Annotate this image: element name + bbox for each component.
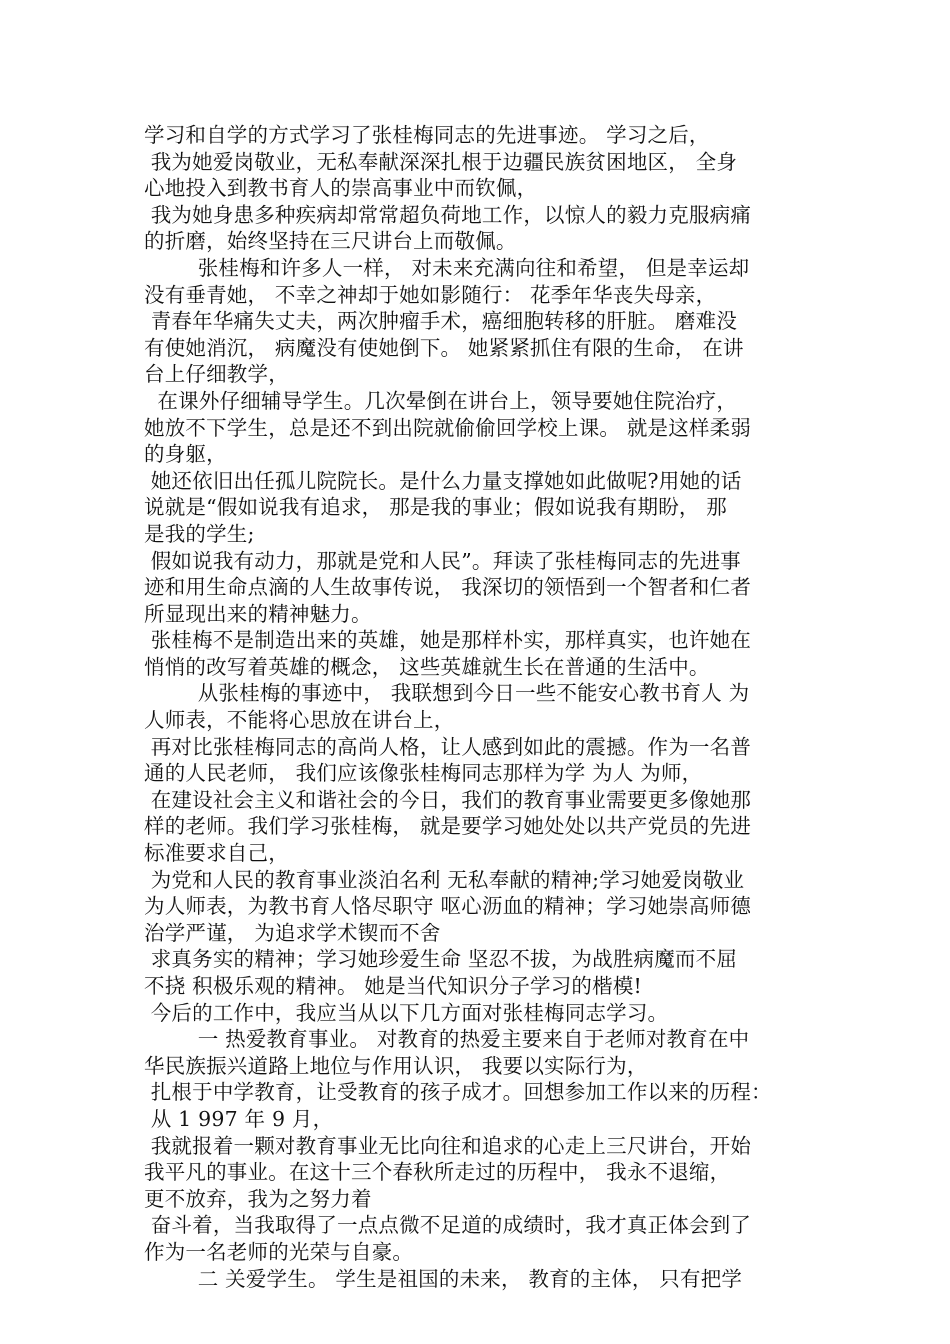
text-line: 人师表，不能将心思放在讲台上， — [144, 708, 455, 733]
text-line: 我为她爱岗敬业，无私奉献深深扎根于边疆民族贫困地区， 全身 — [144, 149, 738, 174]
text-line: 张桂梅和许多人一样， 对未来充满向往和希望， 但是幸运却 — [144, 255, 750, 280]
text-line: 标准要求自己， — [144, 841, 289, 866]
text-line: 不挠 积极乐观的精神。 她是当代知识分子学习的楷模! — [144, 974, 642, 998]
text-line: 作为一名老师的光荣与自豪。 — [144, 1239, 414, 1264]
text-line: 心地投入到教书育人的崇高事业中而钦佩， — [144, 176, 538, 201]
text-line: 扎根于中学教育，让受教育的孩子成才。回想参加工作以来的历程： — [144, 1080, 772, 1105]
text-line: 更不放弃，我为之努力着 — [144, 1186, 372, 1211]
text-line: 张桂梅不是制造出来的英雄，她是那样朴实，那样真实，也许她在 — [144, 628, 752, 653]
text-line: 说就是“假如说我有追求， 那是我的事业；假如说我有期盼， 那 — [144, 495, 728, 520]
text-line: 求真务实的精神；学习她珍爱生命 坚忍不拔，为战胜病魔而不屈 — [144, 947, 738, 972]
text-line: 假如说我有动力，那就是党和人民”。拜读了张桂梅同志的先进事 — [144, 548, 741, 573]
text-line: 为人师表，为教书育人恪尽职守 呕心沥血的精神；学习她崇高师德 — [144, 894, 752, 919]
text-line: 二 关爱学生。 学生是祖国的未来， 教育的主体， 只有把学 — [144, 1266, 743, 1291]
text-line: 通的人民老师， 我们应该像张桂梅同志那样为学 为人 为师， — [144, 761, 703, 786]
text-line: 没有垂青她， 不幸之神却于她如影随行： 花季年华丧失母亲， — [144, 282, 717, 307]
text-line: 再对比张桂梅同志的高尚人格，让人感到如此的震撼。作为一名普 — [144, 734, 752, 759]
text-line: 学习和自学的方式学习了张桂梅同志的先进事迹。 学习之后， — [144, 123, 710, 147]
text-line: 在建设社会主义和谐社会的今日，我们的教育事业需要更多像她那 — [144, 787, 752, 812]
text-line: 所显现出来的精神魅力。 — [144, 601, 372, 626]
text-line: 是我的学生; — [144, 521, 255, 546]
text-line: 她放不下学生，总是还不到出院就偷偷回学校上课。 就是这样柔弱 — [144, 415, 752, 440]
text-line: 我就报着一颗对教育事业无比向往和追求的心走上三尺讲台，开始 — [144, 1133, 752, 1158]
text-line: 为党和人民的教育事业淡泊名利 无私奉献的精神;学习她爱岗敬业 — [144, 867, 745, 892]
text-line: 她还依旧出任孤儿院院长。是什么力量支撑她如此做呢?用她的话 — [144, 468, 742, 493]
text-line: 从张桂梅的事迹中， 我联想到今日一些不能安心教书育人 为 — [144, 681, 750, 706]
text-line: 治学严谨， 为追求学术锲而不舍 — [144, 920, 441, 945]
text-line: 迹和用生命点滴的人生故事传说， 我深切的领悟到一个智者和仁者 — [144, 575, 752, 600]
text-line: 一 热爱教育事业。 对教育的热爱主要来自于老师对教育在中 — [144, 1027, 750, 1052]
text-line: 样的老师。我们学习张桂梅， 就是要学习她处处以共产党员的先进 — [144, 814, 752, 839]
text-line: 悄悄的改写着英雄的概念， 这些英雄就生长在普通的生活中。 — [144, 654, 710, 679]
text-line: 的身躯， — [144, 442, 227, 467]
text-line: 从 1 997 年 9 月， — [144, 1106, 334, 1131]
text-line: 奋斗着，当我取得了一点点微不足道的成绩时，我才真正体会到了 — [144, 1213, 752, 1238]
text-line: 台上仔细教学， — [144, 362, 289, 387]
text-line: 青春年华痛失丈夫，两次肿瘤手术，癌细胞转移的肝脏。 磨难没 — [144, 309, 738, 334]
text-line: 今后的工作中，我应当从以下几方面对张桂梅同志学习。 — [144, 1000, 669, 1025]
document-body — [144, 122, 824, 1292]
text-line: 我平凡的事业。在这十三个春秋所走过的历程中， 我永不退缩， — [144, 1160, 731, 1185]
text-line: 我为她身患多种疾病却常常超负荷地工作，以惊人的毅力克服病痛 — [144, 202, 752, 227]
text-line: 华民族振兴道路上地位与作用认识， 我要以实际行为， — [144, 1053, 648, 1078]
text-line: 的折磨，始终坚持在三尺讲台上而敬佩。 — [144, 229, 517, 254]
text-line: 有使她消沉， 病魔没有使她倒下。 她紧紧抓住有限的生命， 在讲 — [144, 335, 744, 360]
text-line: 在课外仔细辅导学生。几次晕倒在讲台上，领导要她住院治疗， — [144, 388, 738, 413]
